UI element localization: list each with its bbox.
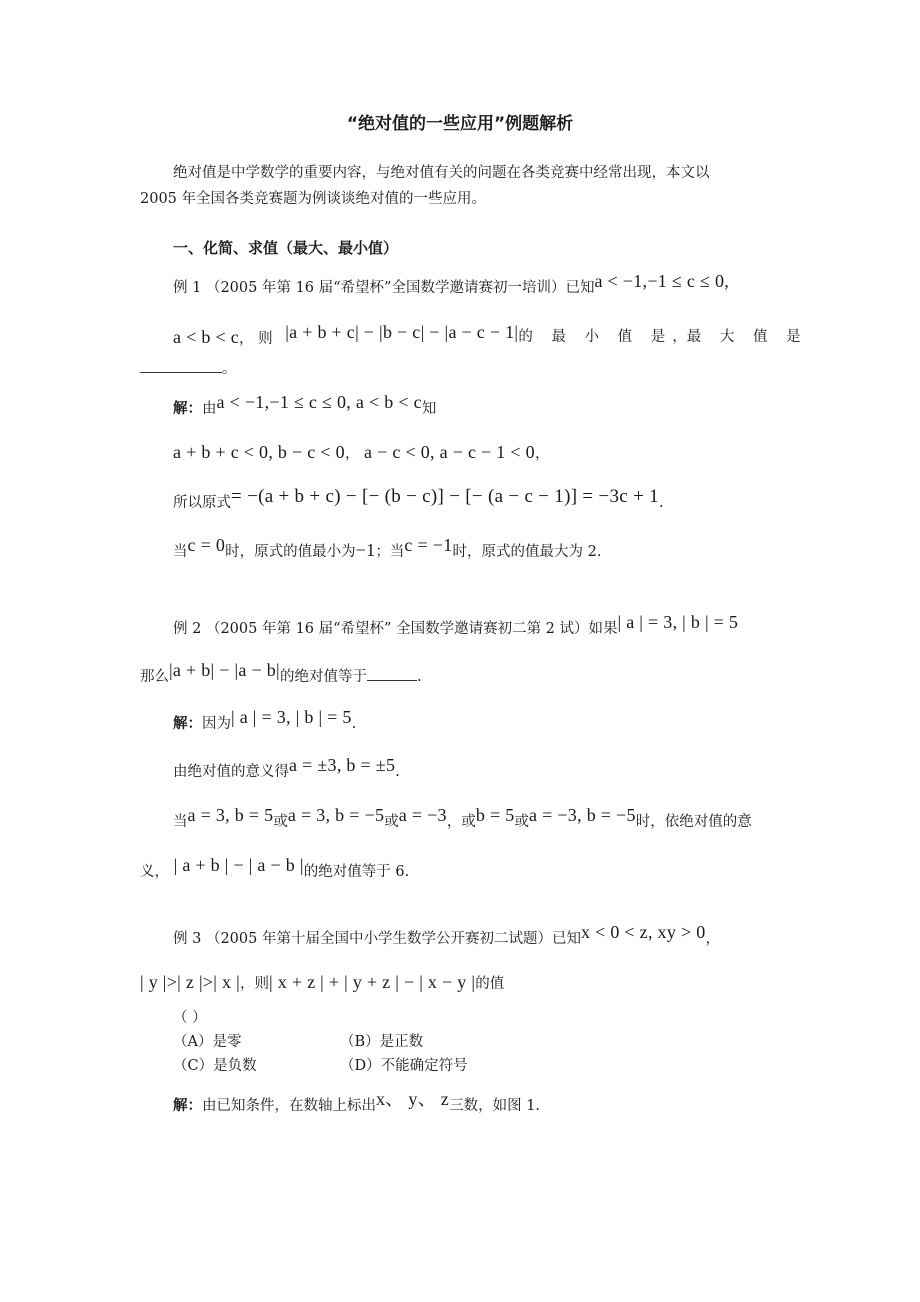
- solution-1-max-result: 时，原式的值最大为 2.: [452, 544, 602, 560]
- solution-2-or-1: 或: [273, 814, 288, 830]
- solution-2-case-1: a = 3, b = 5: [187, 805, 274, 825]
- solution-2-or-3: ，或: [446, 814, 476, 830]
- solution-2-line-2: [173, 755, 400, 782]
- section-heading-1: 一、化简、求值（最大、最小值）: [173, 239, 399, 257]
- example-1-min-text: 的 最 小 值 是: [518, 329, 673, 345]
- example-2-end: .: [416, 669, 422, 685]
- example-1-expression: |a + b + c| − |b − c| − |a − c − 1|: [285, 322, 519, 342]
- example-1-then: ， 则: [238, 331, 273, 347]
- example-1-comma: ，: [672, 329, 687, 345]
- example-1-question: [173, 322, 808, 349]
- example-1-end: 。: [222, 361, 237, 377]
- solution-2-line-1: [173, 707, 357, 734]
- solution-3-text-2: 三数，如图 1.: [449, 1098, 541, 1114]
- example-3-condition-2: | y |>| z |>| x |: [140, 972, 241, 992]
- solution-1-prefix: 所以原式: [173, 495, 231, 511]
- solution-3-vars: x、 y、 z: [376, 1089, 450, 1109]
- example-2-prefix: 那么: [140, 669, 169, 685]
- solution-2-because: 因为: [202, 716, 231, 732]
- example-3-cond-end: ，: [705, 931, 721, 947]
- solution-1-sep: ，: [344, 446, 360, 462]
- solution-1-line-3: [173, 486, 664, 513]
- solution-2-or-4: 或: [514, 814, 529, 830]
- option-c: （C）是负数: [173, 1058, 257, 1074]
- solution-2-meaning: 由绝对值的意义得: [173, 764, 289, 780]
- solution-2-end-2: .: [395, 764, 400, 780]
- example-1-max-line: [140, 358, 237, 379]
- option-a: （A）是零: [173, 1034, 242, 1050]
- solution-2-line-3: [173, 805, 752, 832]
- solution-2-end-1: .: [351, 716, 357, 732]
- option-b: （B）是正数: [340, 1034, 424, 1050]
- solution-2-expression: | a + b | − | a − b |: [173, 855, 304, 875]
- solution-1-label: 解：: [173, 401, 202, 417]
- solution-1-from: 由: [202, 401, 217, 417]
- example-3-expression: | x + z | + | y + z | − | x − y |: [269, 972, 476, 992]
- solution-2-case-3: a = −3: [398, 805, 447, 825]
- solution-2-case-4: b = 5: [475, 805, 515, 825]
- solution-1-line-3-end: .: [658, 495, 664, 511]
- example-1-max-text: 最 大 值 是: [686, 329, 808, 345]
- document-title: “绝对值的一些应用”例题解析: [346, 114, 574, 134]
- solution-2-when: 当: [173, 814, 188, 830]
- solution-2-label: 解：: [173, 716, 202, 732]
- solution-1-inequality-a: a + b + c < 0, b − c < 0: [173, 442, 345, 462]
- example-3-then: ，则: [240, 976, 270, 992]
- intro-line-2: 2005 年全国各类竞赛题为例谈谈绝对值的一些应用。: [140, 191, 487, 207]
- example-2-blank: [367, 666, 417, 681]
- example-3-value-text: 的值: [475, 976, 505, 992]
- solution-2-or-2: 或: [384, 814, 399, 830]
- solution-2-line-3-text: 时，依绝对值的意: [635, 814, 752, 830]
- option-d: （D）不能确定符号: [340, 1058, 468, 1074]
- example-3-answer-paren: （ ）: [173, 1010, 207, 1026]
- example-1-max-blank: [140, 358, 222, 373]
- solution-2-line-4: [140, 855, 410, 882]
- solution-1-inequality-b: a − c < 0, a − c − 1 < 0: [364, 442, 535, 462]
- solution-1-line-2: [173, 442, 549, 464]
- intro-line-1: 绝对值是中学数学的重要内容，与绝对值有关的问题在各类竞赛中经常出现，本文以: [173, 165, 710, 181]
- solution-2-condition: | a | = 3, | b | = 5: [231, 707, 352, 727]
- solution-2-result: 的绝对值等于 6.: [303, 864, 410, 880]
- example-2-expression: |a + b| − |a − b|: [169, 660, 280, 680]
- example-2-text: 的绝对值等于: [279, 669, 367, 685]
- solution-1-min-value: −1: [355, 540, 376, 560]
- solution-2-line-4-prefix: 义，: [140, 864, 169, 880]
- example-3-question: [140, 972, 504, 994]
- solution-1-c-zero: c = 0: [187, 535, 226, 555]
- solution-1-min-result: 时，原式的值最小为: [225, 544, 356, 560]
- example-3-condition-1: x < 0 < z, xy > 0: [580, 922, 706, 942]
- solution-1-simplification: = −(a + b + c) − [− (b − c)] − [− (a − c − 1)] = −3c + 1: [231, 486, 659, 507]
- example-2-label: 例 2: [173, 621, 202, 637]
- example-2-source: （2005 年第 16 届“希望杯” 全国数学邀请赛初二第 2 试）如果: [205, 621, 618, 637]
- solution-1-line-2-end: ，: [534, 446, 550, 462]
- example-1-label: 例 1: [173, 280, 202, 296]
- solution-1-when-1: 当: [173, 544, 188, 560]
- solution-1-know: 知: [421, 401, 437, 417]
- solution-1-line-4: [173, 535, 602, 562]
- solution-2-values: a = ±3, b = ±5: [289, 755, 396, 775]
- solution-1-c-minus-one: c = −1: [404, 535, 453, 555]
- solution-3-text-1: 由已知条件，在数轴上标出: [202, 1098, 376, 1114]
- example-1-condition-1: a < −1,−1 ≤ c ≤ 0,: [594, 271, 730, 291]
- example-2-condition: | a | = 3, | b | = 5: [617, 612, 739, 632]
- solution-2-case-5: a = −3, b = −5: [529, 805, 636, 825]
- example-2-statement: [173, 612, 739, 639]
- example-3-label: 例 3: [173, 931, 202, 947]
- solution-1-line-1: [173, 392, 437, 419]
- example-2-question: [140, 660, 422, 687]
- example-1-source: （2005 年第 16 届“希望杯”全国数学邀请赛初一培训）已知: [205, 280, 595, 296]
- solution-1-condition: a < −1,−1 ≤ c ≤ 0, a < b < c: [216, 392, 422, 412]
- solution-1-when-2: ；当: [375, 544, 405, 560]
- example-1-statement: [173, 271, 730, 298]
- solution-3-line-1: [173, 1089, 541, 1116]
- solution-3-label: 解：: [173, 1098, 202, 1114]
- example-3-source: （2005 年第十届全国中小学生数学公开赛初二试题）已知: [205, 931, 581, 947]
- solution-2-case-2: a = 3, b = −5: [287, 805, 385, 825]
- example-1-condition-2: a < b < c: [173, 327, 239, 347]
- example-3-statement: [173, 922, 721, 949]
